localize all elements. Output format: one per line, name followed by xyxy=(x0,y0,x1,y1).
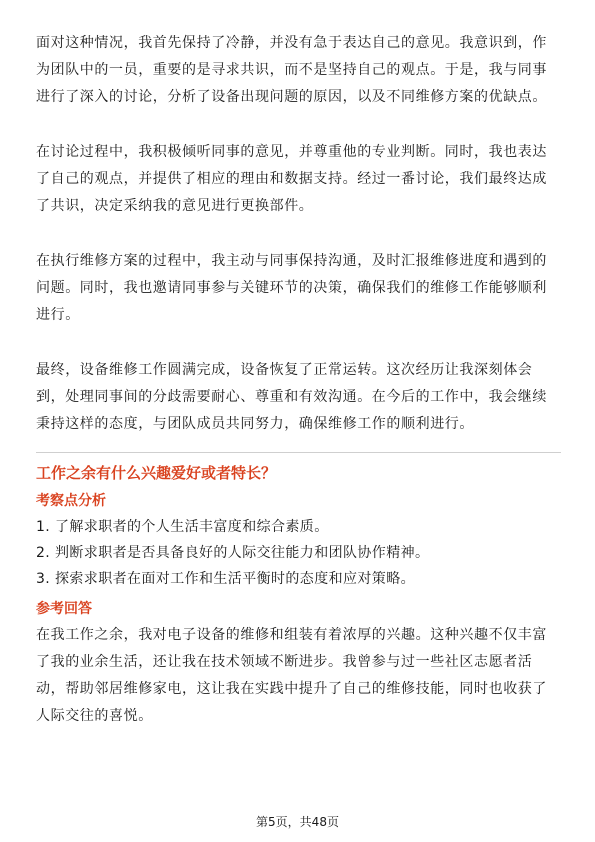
list-item: 3. 探索求职者在面对工作和生活平衡时的态度和应对策略。 xyxy=(36,571,416,587)
paragraph: 最终，设备维修工作圆满完成，设备恢复了正常运转。这次经历让我深刻体会到，处理同事间的分歧需要耐心、尊重和有效沟通。在今后的工作中，我会继续秉持这样的态度，与团队成员共同努力，确保维修工作的顺利进行。 xyxy=(36,362,547,432)
document-page xyxy=(36,30,561,730)
analysis-title: 考察点分析 xyxy=(36,493,106,509)
list-item: 1. 了解求职者的个人生活丰富度和综合素质。 xyxy=(36,519,329,535)
reference-answer: 在我工作之余，我对电子设备的维修和组装有着浓厚的兴趣。这种兴趣不仅丰富了我的业余生活，还让我在技术领域不断进步。我曾参与过一些社区志愿者活动，帮助邻居维修家电，这让我在实践中提升了自己的维修技能，同时也收获了人际交往的喜悦。 xyxy=(36,627,547,724)
page-number: 第5页，共48页 xyxy=(256,815,339,829)
reference-title: 参考回答 xyxy=(36,601,92,617)
paragraph: 在讨论过程中，我积极倾听同事的意见，并尊重他的专业判断。同时，我也表达了自己的观点，并提供了相应的理由和数据支持。经过一番讨论，我们最终达成了共识，决定采纳我的意见进行更换部件。 xyxy=(36,144,547,214)
question-heading: 工作之余有什么兴趣爱好或者特长？ xyxy=(36,464,277,482)
paragraph: 在执行维修方案的过程中，我主动与同事保持沟通，及时汇报维修进度和遇到的问题。同时，我也邀请同事参与关键环节的决策，确保我们的维修工作能够顺利进行。 xyxy=(36,253,547,323)
paragraph: 面对这种情况，我首先保持了冷静，并没有急于表达自己的意见。我意识到，作为团队中的一员，重要的是寻求共识，而不是坚持自己的观点。于是，我与同事进行了深入的讨论，分析了设备出现问题的原因，以及不同维修方案的优缺点。 xyxy=(36,35,547,105)
list-item: 2. 判断求职者是否具备良好的人际交往能力和团队协作精神。 xyxy=(36,545,430,561)
section-divider xyxy=(36,452,561,453)
analysis-list xyxy=(36,514,561,592)
